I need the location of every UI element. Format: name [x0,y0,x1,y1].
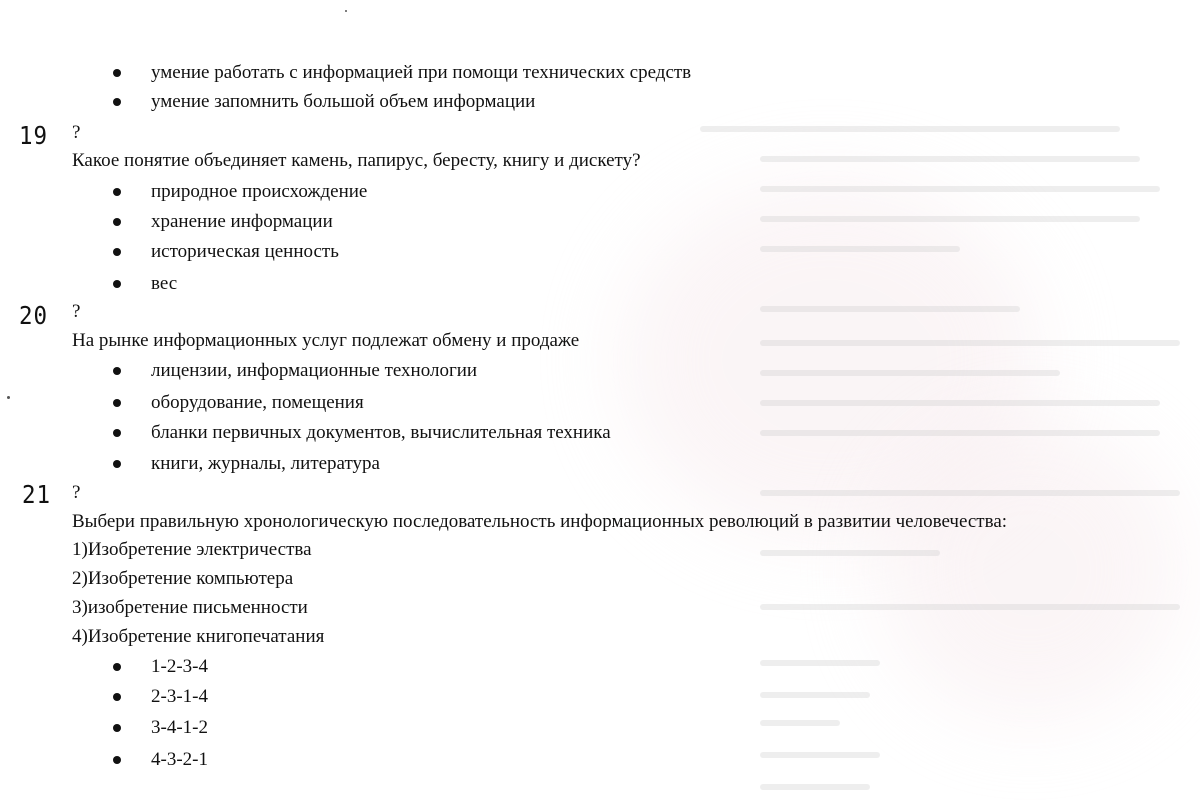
bullet [113,218,121,226]
bullet [113,460,121,468]
bullet [113,399,121,407]
answer-option: природное происхождение [151,181,368,202]
bullet [113,693,121,701]
sequence-item: 1)Изобретение электричества [72,539,312,560]
question-number: 21 [22,480,51,509]
sequence-item: 3)изобретение письменности [72,597,308,618]
question-text: Какое понятие объединяет камень, папирус, бересту, книгу и дискету? [72,150,641,171]
answer-option: книги, журналы, литература [151,453,380,474]
answer-option: хранение информации [151,211,333,232]
bullet [113,98,121,106]
answer-option: 1-2-3-4 [151,656,208,677]
answer-option: бланки первичных документов, вычислительная техника [151,422,611,443]
question-number: 19 [19,121,48,150]
bullet [113,69,121,77]
bullet [113,756,121,764]
sequence-item: 2)Изобретение компьютера [72,568,294,589]
answer-option: лицензии, информационные технологии [151,360,478,381]
bullet [113,429,121,437]
answer-option: 4-3-2-1 [151,749,208,770]
bullet [113,248,121,256]
answer-option: оборудование, помещения [151,392,364,413]
answer-option: 2-3-1-4 [151,686,208,707]
answer-option: вес [151,273,178,294]
answer-option: умение работать с информацией при помощи технических средств [151,62,692,83]
answer-option: умение запомнить большой объем информации [151,91,536,112]
question-marker: ? [72,122,81,143]
question-number: 20 [19,301,48,330]
answer-option: 3-4-1-2 [151,717,208,738]
answer-option: историческая ценность [151,241,339,262]
question-marker: ? [72,301,81,322]
bullet [113,367,121,375]
question-text: На рынке информационных услуг подлежат обмену и продаже [72,330,580,351]
bullet [113,724,121,732]
sequence-item: 4)Изобретение книгопечатания [72,626,325,647]
bullet [113,188,121,196]
bullet [113,280,121,288]
question-marker: ? [72,482,81,503]
bullet [113,663,121,671]
question-text: Выбери правильную хронологическую последовательность информационных революций в развитии человечества: [72,511,1008,532]
